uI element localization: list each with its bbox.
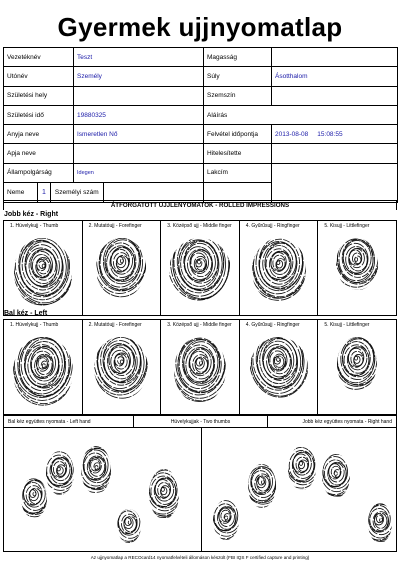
label-suly: Súly (204, 67, 272, 86)
right-finger-cell-1 (4, 221, 83, 315)
right-hand-rolled-row (3, 220, 397, 316)
label-utonev: Utónév (4, 67, 74, 86)
left-finger-label-2: 2. Mutatóujj - Forefinger (88, 322, 142, 328)
right-finger-label-5: 5. Kisujj - Littlefinger (324, 223, 370, 229)
right-fingerprint-2 (92, 234, 151, 303)
left-finger-label-3: 3. Középső ujj - Middle finger (167, 322, 232, 328)
right-finger-cell-5 (318, 221, 396, 315)
field-utonev[interactable]: Személy (74, 67, 204, 86)
field-szuletesi-hely[interactable] (74, 86, 204, 105)
left-finger-label-4: 4. Gyűrűsujj - Ringfinger (245, 322, 300, 328)
left-finger-cell-4 (240, 320, 319, 414)
label-szuletesi-hely: Születési hely (4, 86, 74, 105)
flat-thumbs-label: Hüvelykujjak - Two thumbs (134, 416, 268, 427)
right-finger-label-3: 3. Középső ujj - Middle finger (167, 223, 232, 229)
felvetel-time: 15:08:55 (317, 130, 343, 138)
form-row (4, 48, 398, 67)
form-row (4, 67, 398, 86)
right-fingerprint-4 (246, 233, 311, 307)
field-magassag[interactable] (272, 48, 398, 67)
flat-right-label: Jobb kéz együttes nyomata - Right hand (302, 419, 392, 425)
right-finger-label-1: 1. Hüvelykujj - Thumb (10, 223, 59, 229)
field-szuletesi-ido[interactable]: 19880325 (74, 105, 204, 124)
form-row (4, 86, 398, 105)
right-fingerprint-1 (8, 233, 77, 313)
footer-note: Az ujjnyomatlap a RECOcard14 nyomatfelvételi állomáson készült (FBI IQS F certified capture and printing) (90, 555, 310, 560)
label-magassag: Magasság (204, 48, 272, 67)
flat-left-label: Bal kéz együttes nyomata - Left hand (4, 416, 134, 427)
field-apja-neve[interactable] (74, 144, 204, 163)
page-title: Gyermek ujjnyomatlap (57, 12, 343, 42)
field-anyja-neve[interactable]: Ismeretlen Nő (74, 125, 204, 144)
left-fingerprint-3 (170, 333, 230, 407)
rolled-impressions-header: ÁTFORGATOTT UJJLENYOMATOK - ROLLED IMPRESSIONS (3, 200, 397, 210)
left-finger-cell-2 (83, 320, 162, 414)
label-anyja-neve: Anyja neve (4, 125, 74, 144)
left-fingerprint-5 (333, 333, 381, 395)
left-fingerprint-2 (90, 332, 153, 403)
field-felvetel-idopontja[interactable] (272, 125, 398, 144)
field-hitelesitette[interactable] (272, 144, 398, 163)
field-allampolgarsag[interactable]: Idegen (74, 163, 204, 182)
field-vezeteknev[interactable]: Teszt (74, 48, 204, 67)
field-neme[interactable]: 1 (37, 183, 51, 202)
label-szuletesi-ido: Születési idő (4, 105, 74, 124)
right-finger-cell-4 (240, 221, 319, 315)
label-lakcim: Lakcím (204, 163, 272, 182)
left-hand-rolled-row (3, 319, 397, 415)
label-szemelyi-szam: Személyi szám (55, 183, 104, 202)
field-lakcim[interactable] (272, 163, 398, 202)
left-fingerprint-4 (244, 332, 313, 404)
field-szemszin[interactable] (272, 86, 398, 105)
felvetel-date: 2013-08-08 (275, 130, 309, 138)
slap-divider (201, 428, 202, 552)
left-finger-label-5: 5. Kisujj - Littlefinger (324, 322, 370, 328)
right-fingerprint-3 (165, 234, 235, 308)
label-neme: Neme (7, 189, 25, 197)
right-finger-cell-3 (161, 221, 240, 315)
label-felvetel-idopontja: Felvétel időpontja (204, 125, 272, 144)
label-vezeteknev: Vezetéknév (4, 48, 74, 67)
form-row (4, 144, 398, 163)
left-fingerprint-1 (8, 332, 78, 411)
left-finger-label-1: 1. Hüvelykujj - Thumb (10, 322, 59, 328)
personal-data-form (3, 47, 398, 203)
left-finger-cell-1 (4, 320, 83, 414)
label-szemszin: Szemszín (204, 86, 272, 105)
flat-impressions-labels (3, 415, 397, 428)
label-apja-neve: Apja neve (4, 144, 74, 163)
label-hitelesitette: Hitelesítette (204, 144, 272, 163)
form-row (4, 105, 398, 124)
left-finger-cell-5 (318, 320, 396, 414)
slap-impressions-area (3, 428, 397, 552)
right-finger-cell-2 (83, 221, 162, 315)
label-alairas: Aláírás (204, 105, 398, 124)
left-hand-label: Bal kéz - Left (4, 310, 48, 317)
right-finger-label-2: 2. Mutatóujj - Forefinger (88, 223, 142, 229)
form-row (4, 125, 398, 144)
right-finger-label-4: 4. Gyűrűsujj - Ringfinger (245, 223, 300, 229)
right-fingerprint-5 (332, 234, 383, 294)
left-finger-cell-3 (161, 320, 240, 414)
label-allampolgarsag: Állampolgárság (4, 163, 74, 182)
right-hand-label: Jobb kéz - Right (4, 211, 59, 218)
form-row (4, 163, 398, 182)
field-suly[interactable]: Ásotthalom (272, 67, 398, 86)
